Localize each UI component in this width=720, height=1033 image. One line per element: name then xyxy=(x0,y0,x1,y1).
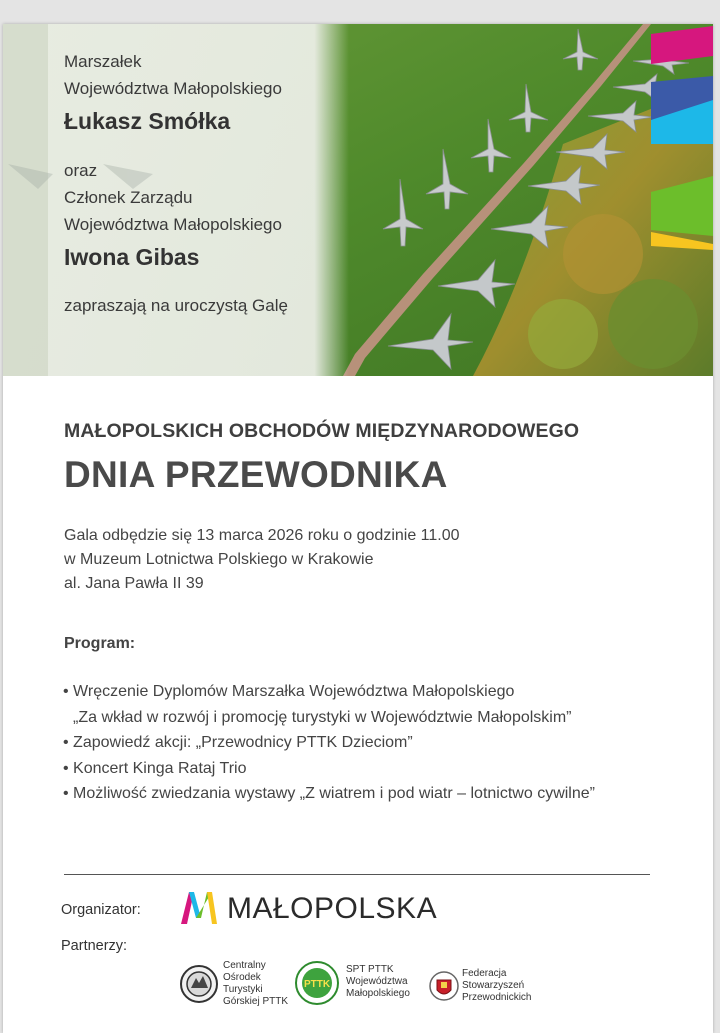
fsp-crest-icon xyxy=(428,966,460,1006)
program-list xyxy=(63,679,595,807)
partner3-line: Stowarzyszeń xyxy=(462,980,525,991)
partner1-line: Górskiej PTTK xyxy=(223,996,289,1007)
board-member-name: Iwona Gibas xyxy=(64,244,200,270)
event-subtitle: MAŁOPOLSKICH OBCHODÓW MIĘDZYNARODOWEGO xyxy=(64,420,580,442)
organizer-label: Organizator: xyxy=(61,902,141,918)
malopolska-m-icon xyxy=(179,888,221,926)
program-item: • Koncert Kinga Rataj Trio xyxy=(63,759,247,777)
board-member-title: Członek Zarządu xyxy=(64,188,193,207)
marshal-title: Marszałek xyxy=(64,52,142,71)
hero-photo xyxy=(3,24,713,376)
partners-label: Partnerzy: xyxy=(61,938,128,954)
pttk-badge-icon xyxy=(294,960,340,1006)
event-title: DNIA PRZEWODNIKA xyxy=(64,454,448,495)
malopolska-logo xyxy=(179,888,459,928)
cotg-emblem-icon xyxy=(179,962,219,1006)
invitation-page xyxy=(3,24,713,1033)
hero-text xyxy=(64,48,288,319)
program-item: • Możliwość zwiedzania wystawy „Z wiatrem i pod wiatr – lotnictwo cywilne” xyxy=(63,785,595,802)
marshal-region: Województwa Małopolskiego xyxy=(64,79,282,98)
board-member-region: Województwa Małopolskiego xyxy=(64,215,282,234)
program-item-continuation: „Za wkład w rozwój i promocję turystyki w Województwie Małopolskim” xyxy=(73,708,572,726)
program-item: • Wręczenie Dyplomów Marszałka Województwa Małopolskiego xyxy=(63,683,515,700)
partner2-line: Małopolskiego xyxy=(346,988,410,999)
divider xyxy=(64,874,650,875)
partner1-line: Turystyki xyxy=(223,984,263,995)
event-venue: w Muzeum Lotnictwa Polskiego w Krakowie xyxy=(64,551,374,568)
partner2-line: SPT PTTK xyxy=(346,964,394,975)
partner2-line: Województwa xyxy=(346,976,408,987)
partner3-line: Federacja xyxy=(462,968,507,979)
program-item: • Zapowiedź akcji: „Przewodnicy PTTK Dzieciom” xyxy=(63,734,413,751)
pttk-badge-text: PTTK xyxy=(303,979,331,990)
partner1-line: Ośrodek xyxy=(223,972,261,983)
partner3-line: Przewodnickich xyxy=(462,992,532,1003)
event-date: Gala odbędzie się 13 marca 2026 roku o godzinie 11.00 xyxy=(64,527,460,544)
invitation-line: zapraszają na uroczystą Galę xyxy=(64,296,288,315)
marshal-name: Łukasz Smółka xyxy=(64,108,231,134)
program-heading: Program: xyxy=(64,635,136,652)
malopolska-wordmark: MAŁOPOLSKA xyxy=(227,892,438,925)
event-address: al. Jana Pawła II 39 xyxy=(64,575,204,592)
partner1-line: Centralny xyxy=(223,960,266,971)
event-details xyxy=(64,524,460,596)
conjunction: oraz xyxy=(64,161,98,180)
